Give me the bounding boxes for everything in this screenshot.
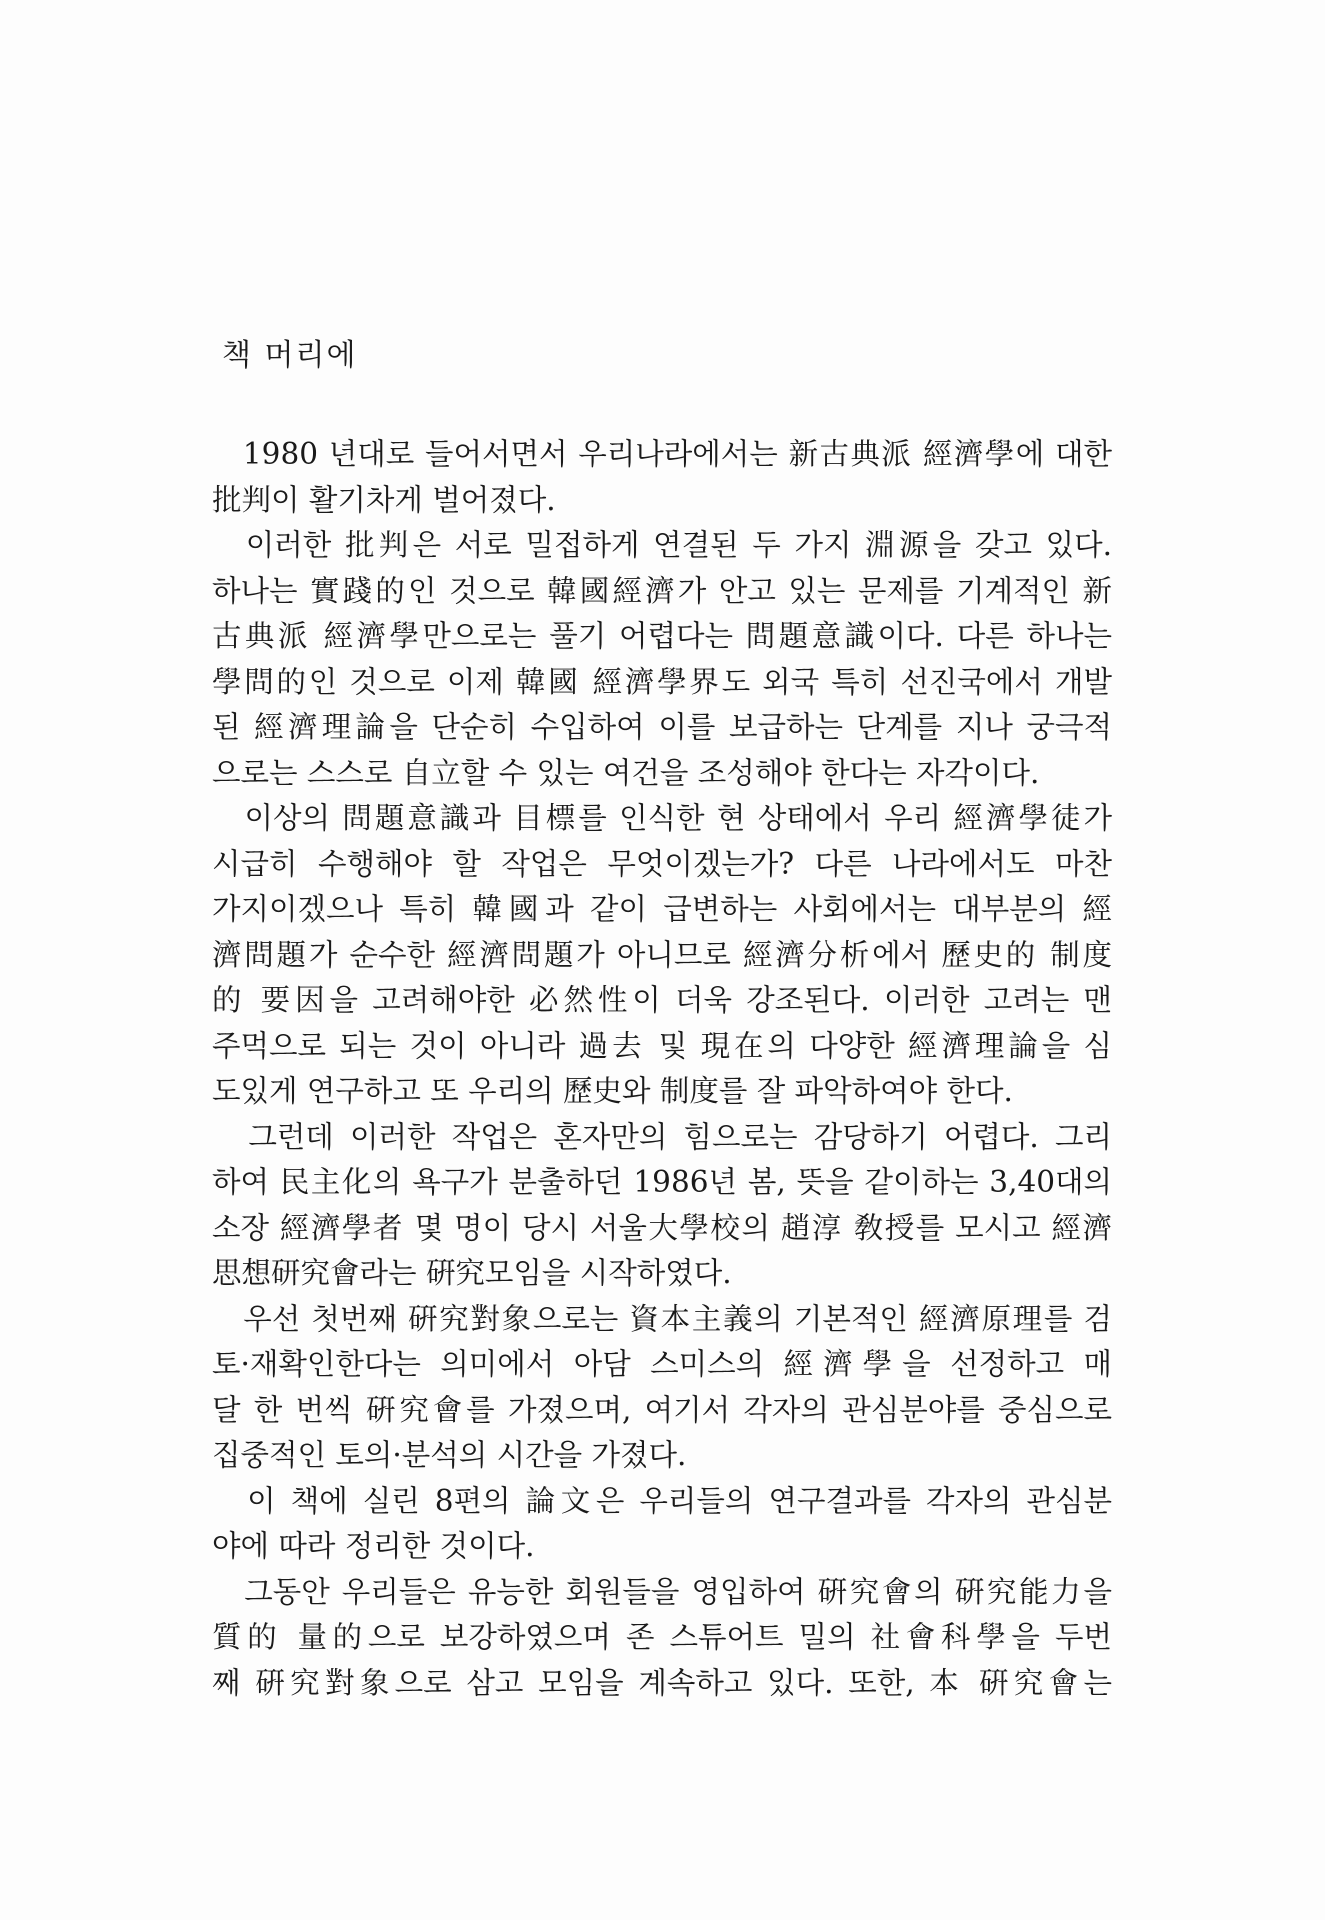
text-line: 집중적인 토의·분석의 시간을 가졌다. [212, 1438, 687, 1472]
text-line: 學問的인 것으로 이제 韓國 經濟學界도 외국 특히 선진국에서 개발 [212, 664, 1112, 699]
text-line: 가지이겠으나 특히 韓國과 같이 급변하는 사회에서는 대부분의 經 [212, 892, 1112, 926]
text-line: 이 책에 실린 8편의 論文은 우리들의 연구결과를 각자의 관심분 [212, 1483, 1112, 1518]
text-line: 야에 따라 정리한 것이다. [212, 1529, 535, 1563]
text-line: 째 硏究對象으로 삼고 모임을 계속하고 있다. 또한, 本 硏究會는 [212, 1665, 1112, 1700]
text-line: 이상의 問題意識과 目標를 인식한 현 상태에서 우리 經濟學徒가 [212, 801, 1112, 835]
preface-body [212, 432, 1112, 1706]
text-line: 그동안 우리들은 유능한 회원들을 영입하여 硏究會의 硏究能力을 [212, 1574, 1112, 1609]
text-line: 的 要因을 고려해야한 必然性이 더욱 강조된다. 이러한 고려는 맨 [212, 983, 1112, 1017]
text-line: 批判이 활기차게 벌어졌다. [212, 482, 556, 517]
text-line: 古典派 經濟學만으로는 풀기 어렵다는 問題意識이다. 다른 하나는 [212, 619, 1112, 653]
text-line: 소장 經濟學者 몇 명이 당시 서울大學校의 趙淳 敎授를 모시고 經濟 [212, 1210, 1112, 1245]
text-line: 달 한 번씩 硏究會를 가졌으며, 여기서 각자의 관심분야를 중심으로 [212, 1392, 1112, 1427]
text-line: 質的 量的으로 보강하였으며 존 스튜어트 밀의 社會科學을 두번 [212, 1620, 1112, 1654]
preface-heading: 책 머리에 [222, 338, 358, 373]
text-line: 으로는 스스로 自立할 수 있는 여건을 조성해야 한다는 자각이다. [212, 755, 1040, 790]
text-line: 1980 년대로 들어서면서 우리나라에서는 新古典派 經濟學에 대한 [212, 437, 1112, 471]
text-line: 우선 첫번째 硏究對象으로는 資本主義의 기본적인 經濟原理를 검 [212, 1301, 1112, 1336]
text-line: 된 經濟理論을 단순히 수입하여 이를 보급하는 단계를 지나 궁극적 [212, 710, 1112, 744]
text-line: 도있게 연구하고 또 우리의 歷史와 制度를 잘 파악하여야 한다. [212, 1074, 1013, 1108]
text-line: 이러한 批判은 서로 밀접하게 연결된 두 가지 淵源을 갖고 있다. [212, 528, 1112, 562]
text-line: 하나는 實踐的인 것으로 韓國經濟가 안고 있는 문제를 기계적인 新 [212, 573, 1112, 608]
preface-text-block [212, 330, 1112, 1706]
text-line: 그런데 이러한 작업은 혼자만의 힘으로는 감당하기 어렵다. 그리 [212, 1119, 1112, 1154]
text-line: 시급히 수행해야 할 작업은 무엇이겠는가? 다른 나라에서도 마찬 [212, 846, 1112, 881]
text-line: 토·재확인한다는 의미에서 아담 스미스의 經濟學을 선정하고 매 [212, 1347, 1112, 1381]
text-line: 濟問題가 순수한 經濟問題가 아니므로 經濟分析에서 歷史的 制度 [212, 937, 1112, 972]
text-line: 思想研究會라는 硏究모임을 시작하였다. [212, 1256, 732, 1290]
text-line: 주먹으로 되는 것이 아니라 過去 및 現在의 다양한 經濟理論을 심 [212, 1028, 1112, 1063]
text-line: 하여 民主化의 욕구가 분출하던 1986년 봄, 뜻을 같이하는 3,40대의 [212, 1165, 1112, 1199]
